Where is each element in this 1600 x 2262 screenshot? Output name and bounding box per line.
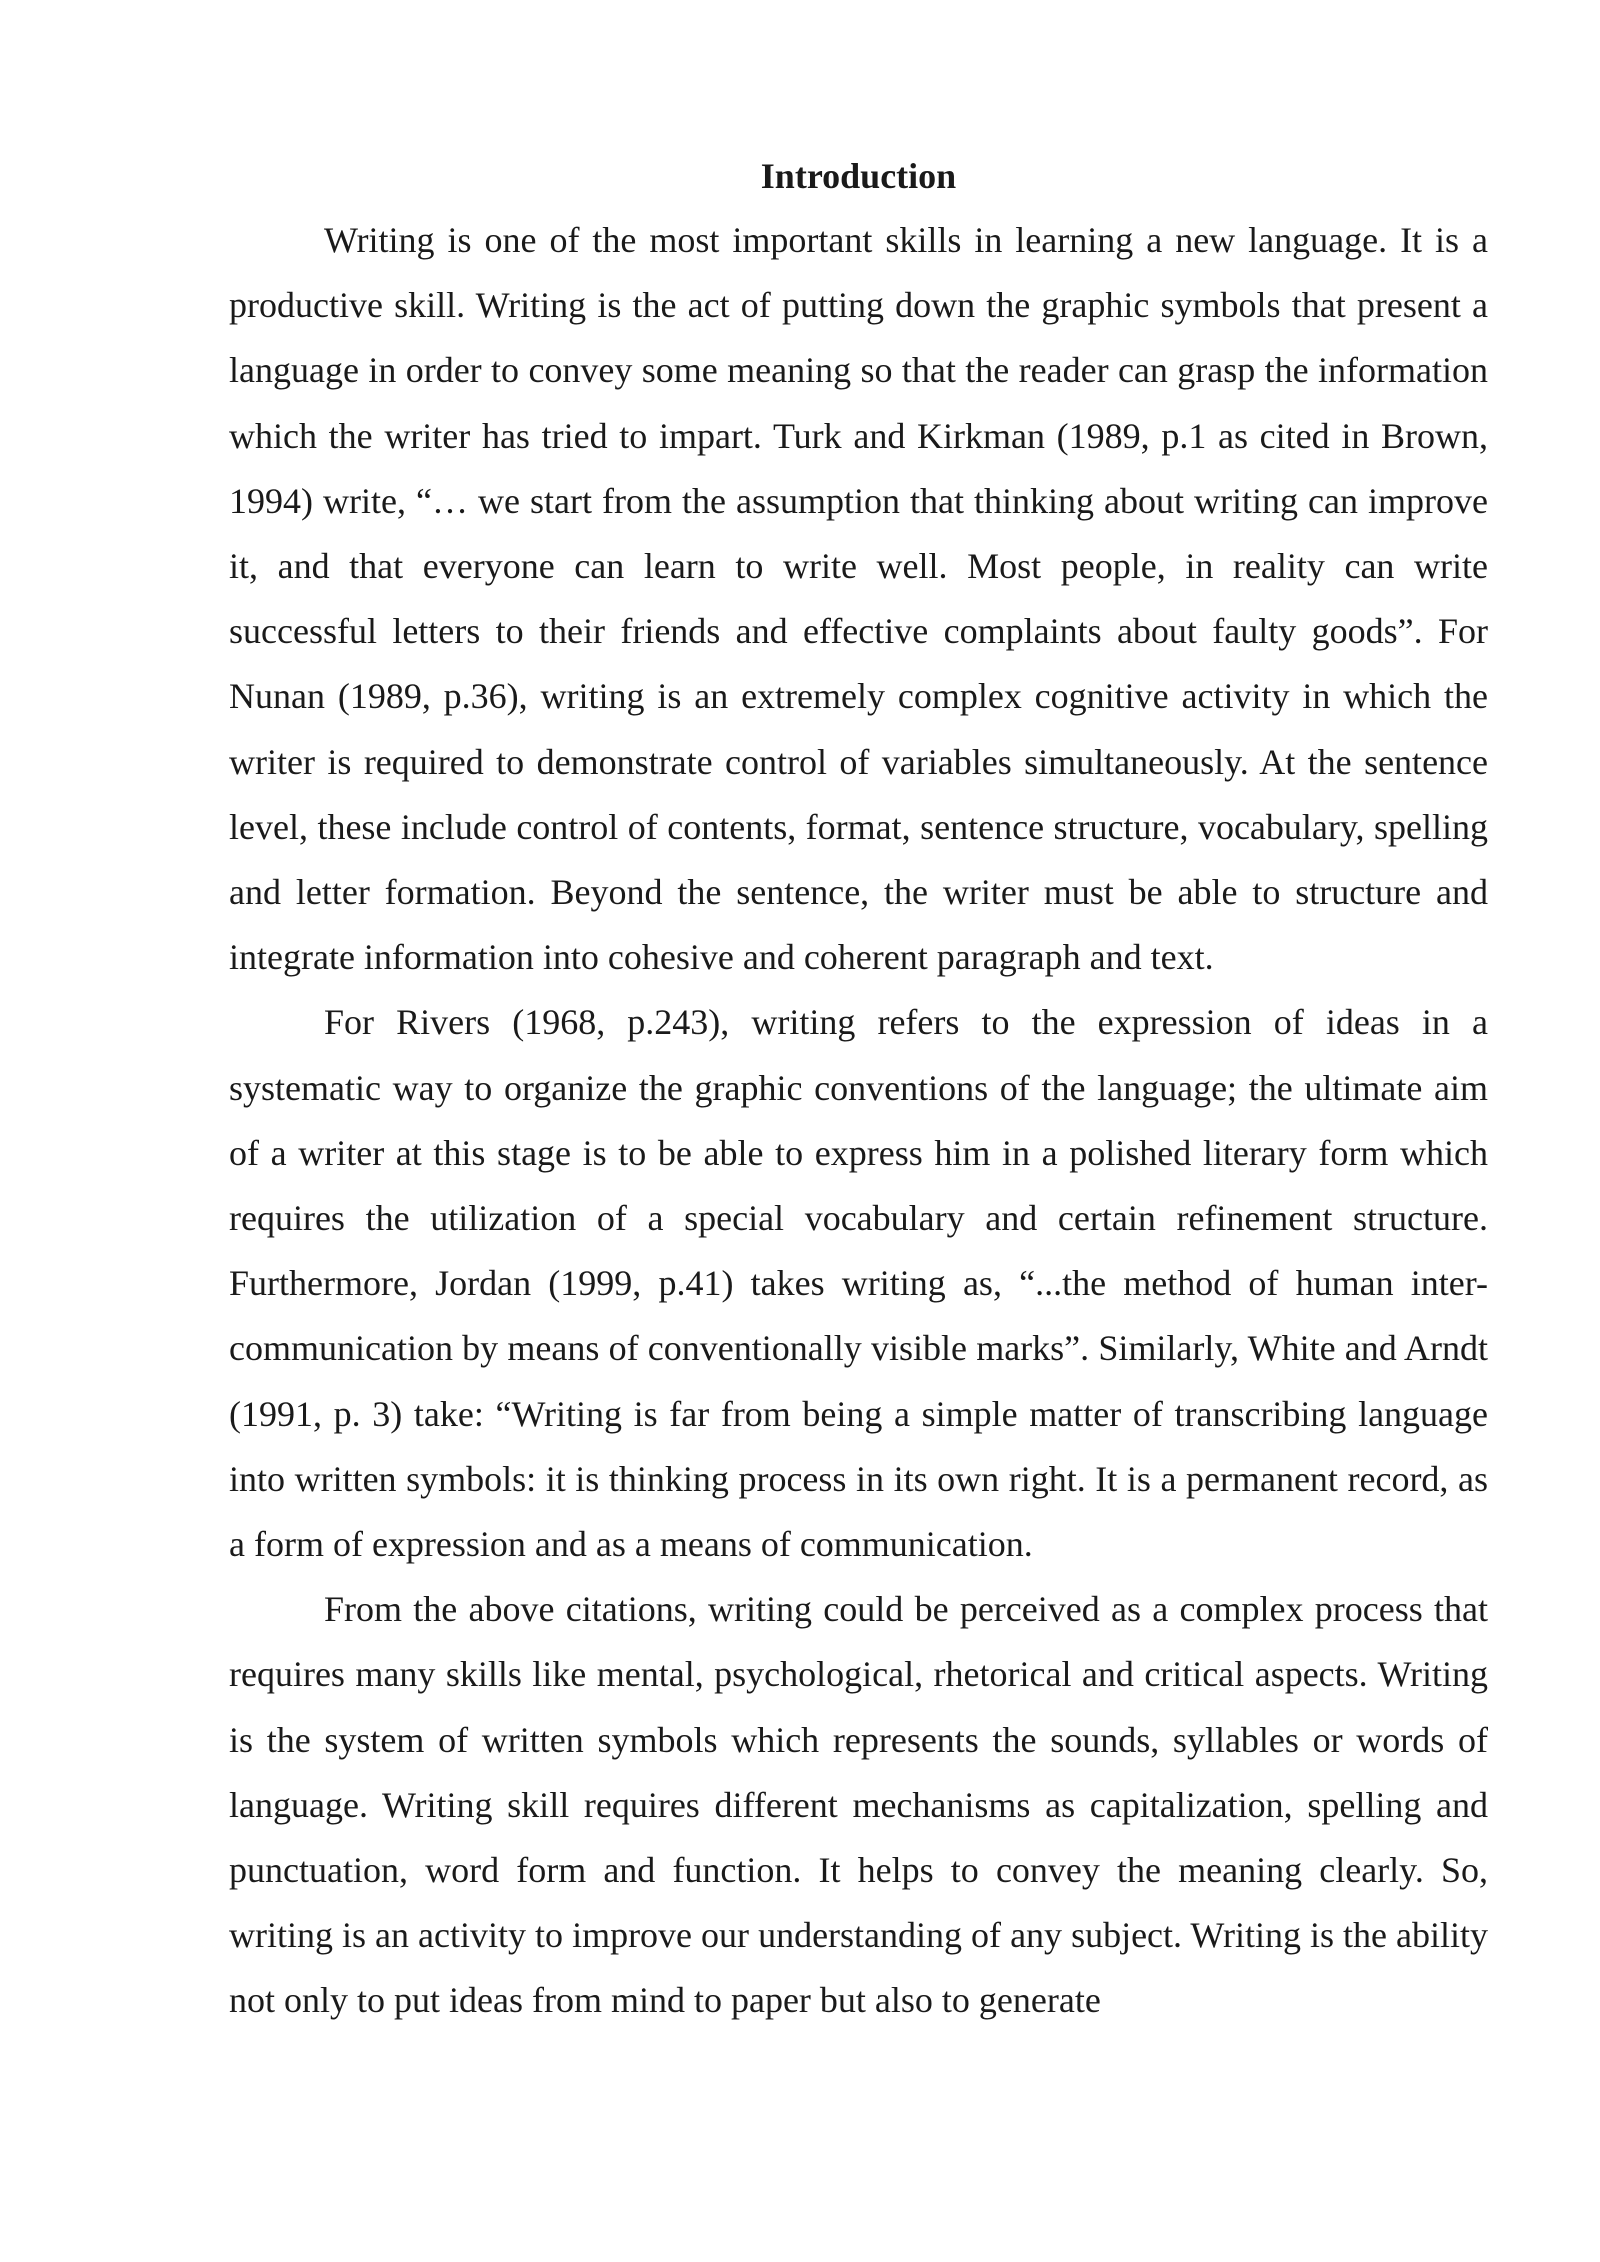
paragraph-3: From the above citations, writing could be perceived as a complex process that requires many skills like mental, psychological, rhetorical and critical aspects. Writing is the system of written symbols which represents the sounds, syllables or words of language. Writing skill requires different mechanisms as capitalization, spelling and punctuation, word form and function. It helps to convey the meaning clearly. So, writing is an activity to improve our understanding of any subject. Writing is the ability not only to put ideas from mind to paper but also to generate bbox=[229, 1589, 1488, 2021]
section-title: Introduction bbox=[760, 156, 957, 196]
paragraph-2: For Rivers (1968, p.243), writing refers to the expression of ideas in a systematic way to organize the graphic conventions of the language; the ultimate aim of a writer at this stage is to be able to express him in a polished literary form which requires the utilization of a special vocabulary and certain refinement structure. Furthermore, Jordan (1999, p.41) takes writing as, “...the method of human inter-communication by means of conventionally visible marks”. Similarly, White and Arndt (1991, p. 3) take: “Writing is far from being a simple matter of transcribing language into written symbols: it is thinking process in its own right. It is a permanent record, as a form of expression and as a means of communication. bbox=[229, 1002, 1488, 1565]
page-body bbox=[229, 150, 1488, 2034]
paragraph-1: Writing is one of the most important skills in learning a new language. It is a productive skill. Writing is the act of putting down the graphic symbols that present a language in order to convey some meaning so that the reader can grasp the information which the writer has tried to impart. Turk and Kirkman (1989, p.1 as cited in Brown, 1994) write, “… we start from the assumption that thinking about writing can improve it, and that everyone can learn to write well. Most people, in reality can write successful letters to their friends and effective complaints about faulty goods”. For Nunan (1989, p.36), writing is an extremely complex cognitive activity in which the writer is required to demonstrate control of variables simultaneously. At the sentence level, these include control of contents, format, sentence structure, vocabulary, spelling and letter formation. Beyond the sentence, the writer must be able to structure and integrate information into cohesive and coherent paragraph and text. bbox=[229, 220, 1488, 978]
